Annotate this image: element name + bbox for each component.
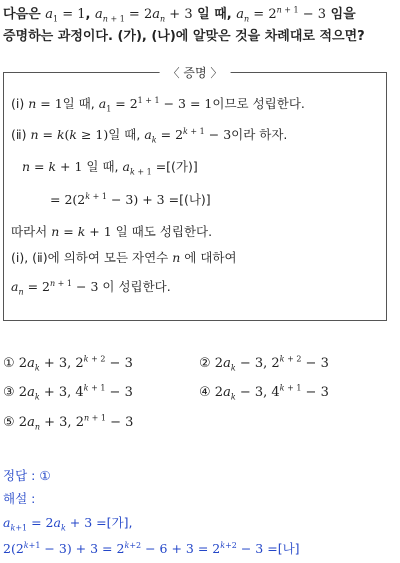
question-line-2: 증명하는 과정이다. (가), (나)에 알맞은 것을 차례대로 적으면? xyxy=(3,29,365,44)
answer-value: ① xyxy=(39,468,51,483)
option-3[interactable]: ③ $2a_k + 3$, $4^{k + 1} - 3$ xyxy=(3,383,133,402)
proof-step-7: $a_n = 2^{n + 1} - 3$ 이 성립한다. xyxy=(11,278,171,297)
proof-step-6: (ⅰ), (ⅱ)에 의하여 모든 자연수 n 에 대하여 xyxy=(11,250,237,265)
proof-step-2: (ⅱ) n = k(k ≥ 1)일 때, $a_k = 2^{k + 1} - 3$이라 하자. xyxy=(11,126,288,145)
blank-ga: [(가)] xyxy=(166,159,198,174)
option-2[interactable]: ② $2a_k - 3$, $2^{k + 2} - 3$ xyxy=(199,354,329,373)
explanation-line-2: $2(2^{k+1} - 3) + 3 = 2^{k+2} - 6 + 3 = 2^{k+2} - 3$ =[나] xyxy=(3,540,300,556)
answer-line: 정답 : ① xyxy=(3,468,51,483)
proof-title: 〈 증명 〉 xyxy=(160,64,231,82)
option-1[interactable]: ① $2a_k + 3$, $2^{k + 2} - 3$ xyxy=(3,354,133,373)
proof-step-1: (ⅰ) n = 1일 때, $a_1 = 2^{1 + 1} - 3 = 1$이므로 성립한다. xyxy=(11,95,305,114)
explanation-label: 해설 : xyxy=(3,491,36,506)
proof-step-5: 따라서 n = k + 1 일 때도 성립한다. xyxy=(11,224,213,239)
blank-na: [(나)] xyxy=(179,192,211,207)
option-5[interactable]: ⑤ $2a_n + 3$, $2^{n + 1} - 3$ xyxy=(3,413,134,432)
option-4[interactable]: ④ $2a_k - 3$, $4^{k + 1} - 3$ xyxy=(199,383,329,402)
proof-step-3: n = k + 1 일 때, $a_k$ $_{+ 1}$ =[(가)] xyxy=(22,159,198,177)
question-line-1: 다음은 $a_1 = 1$, $a_n$ $_{+ 1} = 2a_n + 3$ 일 때, $a_n = 2^{n + 1} - 3$ 임을 xyxy=(3,5,356,24)
proof-box xyxy=(3,66,387,321)
proof-step-4: = $2(2^{k + 1} - 3) + 3$ =[(나)] xyxy=(50,191,211,207)
explanation-line-1: $a_{k+1} = 2a_k + 3$ =[가], xyxy=(3,515,133,533)
